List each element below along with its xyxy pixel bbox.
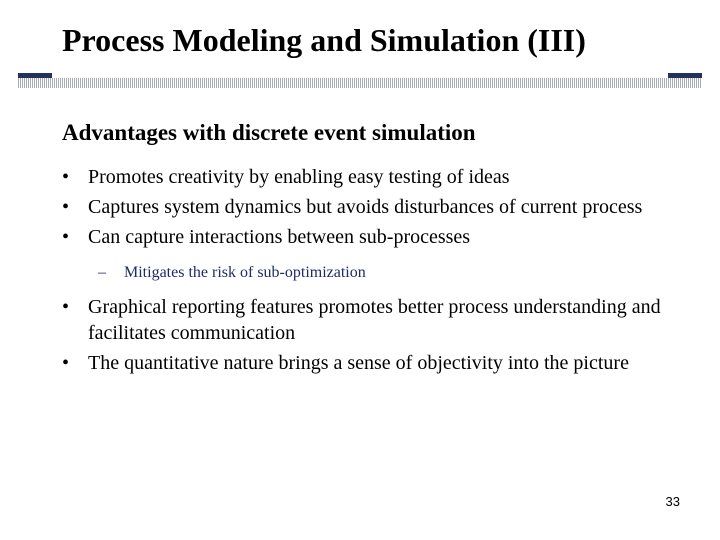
bullet-marker: •	[62, 226, 70, 248]
sub-bullet-item	[62, 262, 682, 284]
header-rule-accent-right	[668, 73, 702, 78]
bullet-item	[62, 194, 682, 220]
page-number: 33	[665, 494, 680, 509]
header-rule	[18, 78, 702, 88]
slide-subtitle: Advantages with discrete event simulation	[62, 120, 476, 145]
bullet-item	[62, 224, 682, 250]
sub-bullet-text: Mitigates the risk of sub-optimization	[124, 264, 366, 281]
bullet-marker: •	[62, 352, 70, 374]
bullet-text: Captures system dynamics but avoids disturbances of current process	[88, 196, 643, 218]
bullet-item	[62, 294, 682, 346]
bullet-text: Can capture interactions between sub-processes	[88, 226, 471, 248]
slide-title: Process Modeling and Simulation (III)	[62, 22, 586, 58]
bullet-list	[62, 164, 682, 380]
bullet-text: The quantitative nature brings a sense of objectivity into the picture	[88, 352, 629, 374]
bullet-marker: •	[62, 166, 70, 188]
bullet-marker: •	[62, 296, 70, 318]
sub-bullet-marker: –	[98, 264, 106, 281]
bullet-item	[62, 350, 682, 376]
header-rule-accent-left	[18, 73, 52, 78]
bullet-item	[62, 164, 682, 190]
bullet-text: Graphical reporting features promotes better process understanding and facilitates communication	[88, 296, 661, 344]
bullet-text: Promotes creativity by enabling easy testing of ideas	[88, 166, 510, 188]
bullet-marker: •	[62, 196, 70, 218]
